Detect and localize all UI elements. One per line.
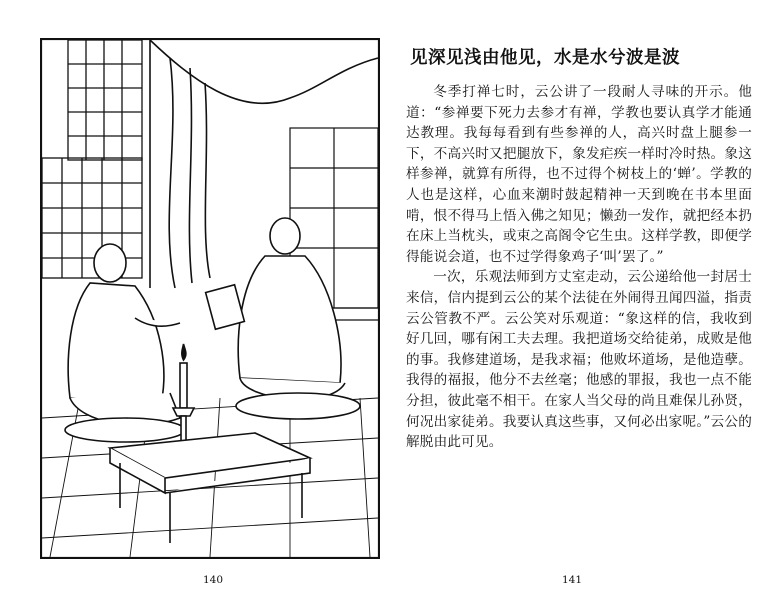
lattice-window	[42, 40, 142, 278]
left-monk	[65, 244, 185, 442]
illustration-two-monks	[40, 38, 380, 559]
page-number-right: 141	[562, 574, 583, 586]
curtain	[150, 40, 378, 288]
body-text	[406, 82, 752, 453]
paragraph-2: 一次，乐观法师到方丈室走动，云公递给他一封居士来信，信内提到云公的某个法徒在外闹得丑闻四溢，指责云公管教不严。云公笑对乐观道：“象这样的信，我收到好几回，哪有闲工夫去理。我把道场交给徒弟，成败是他的事。我修建道场，是我求福；他败坏道场，是他造孽。我得的福报，他分不去丝毫；他感的罪报，我也一点不能分担，彼此毫不相干。在家人当父母的尚且难保儿孙贤，何况出家徒弟。我要认真这些事，又何必出家呢。”云公的解脱由此可见。	[406, 269, 752, 451]
page-number-left: 140	[203, 574, 224, 586]
page-title: 见深见浅由他见，水是水兮波是波	[410, 48, 680, 68]
candle	[173, 344, 194, 454]
paragraph-1: 冬季打禅七时，云公讲了一段耐人寻味的开示。他道：“参禅要下死力去参才有禅，学教也要认真学才能通达教理。我每每看到有些参禅的人，高兴时盘上腿参一下，不高兴时又把腿放下，象发疟疾一样时冷时热。象这样参禅，就算有所得，也不过得个树枝上的‘蝉’。学教的人也是这样，心血来潮时鼓起精神一天到晚在书本里面啃，恨不得马上悟入佛之知见；懒劲一发作，就把经本扔在床上当枕头，或束之高阁令它生虫。这样学教，即便学得能说会道，也不过学得象鸡子‘叫’罢了。”	[406, 84, 752, 265]
